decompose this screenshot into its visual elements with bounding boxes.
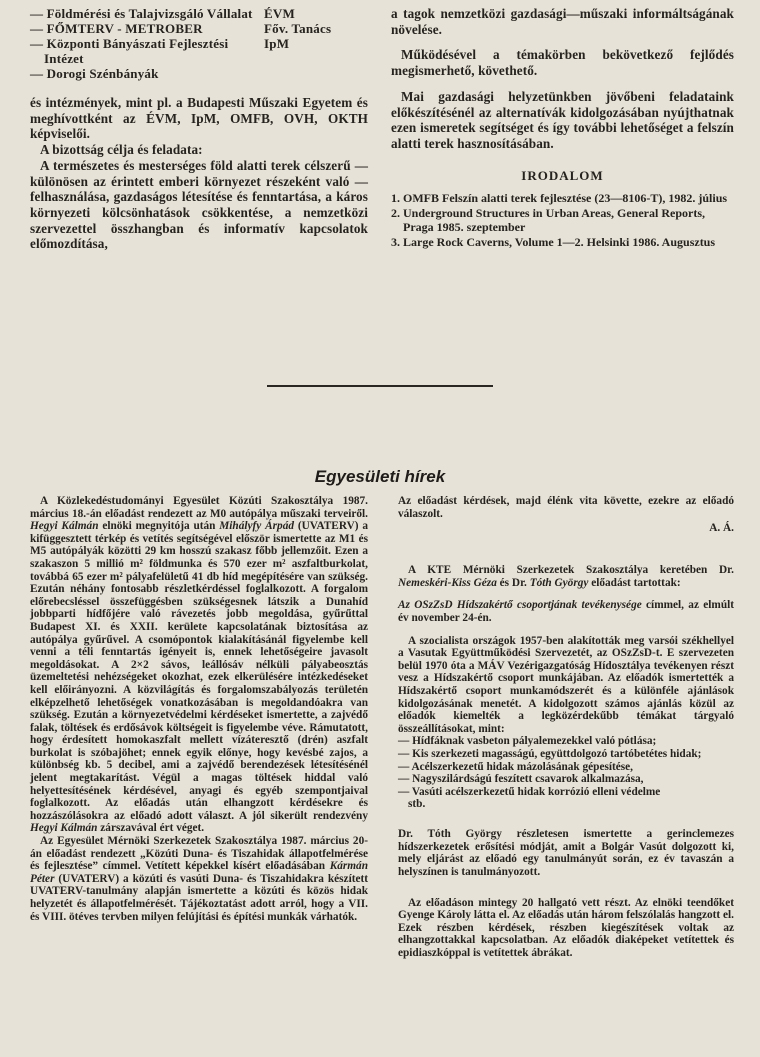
text-run: elnöki megnyitója után: [102, 520, 216, 533]
paragraph: Az előadást kérdések, majd élénk vita követte, ezekre az előadó válaszolt.: [398, 495, 734, 520]
text-run: és Dr.: [499, 576, 527, 589]
reference-item: 2. Underground Structures in Urban Areas, General Reports, Praga 1985. szeptember: [391, 206, 706, 234]
references-heading: IRODALOM: [521, 167, 604, 183]
list-item: — Hídfáknak vasbeton pályalemezekkel való pótlása;: [398, 735, 657, 748]
text-run: előadást tartottak:: [591, 576, 681, 589]
paragraph: Működésével a témakörben bekövetkező fejlődés megismerhető, követhető.: [391, 47, 734, 79]
paragraph: [30, 835, 368, 923]
text-run: A KTE Mérnöki Szerkezetek Szakosztálya keretében Dr.: [408, 564, 734, 577]
org-name: — Dorogi Szénbányák: [30, 66, 159, 81]
person-name: Tóth György: [529, 576, 589, 589]
list-item: — Acélszerkezetű hidak mázolásának gépesítése,: [398, 760, 634, 773]
text-run: zárszavával ért véget.: [100, 822, 205, 835]
paragraph: Dr. Tóth György részletesen ismertette a gerinclemezes hídszerkezetek erősítési módját, amit a Bolgár Vasút dolgozott ki, mely eljárást az előadó egy tanulmányút során, ez év tavaszán a helyszínen is tanulmányozott.: [398, 828, 734, 879]
org-abbr: ÉVM: [264, 6, 295, 21]
text-run: címmel, az elmúlt év november 24-én.: [398, 599, 734, 624]
org-name: — Földmérési és Talajvizsgáló Vállalat: [30, 6, 253, 21]
reference-item: 3. Large Rock Caverns, Volume 1—2. Helsinki 1986. Augusztus: [391, 235, 716, 250]
paragraph: [398, 564, 734, 589]
bottom-left-column: [30, 495, 368, 923]
person-name: Nemeskéri-Kiss Géza: [398, 576, 497, 589]
person-name: Hegyi Kálmán: [30, 822, 98, 835]
list-item: [30, 21, 368, 36]
references-list: [391, 192, 734, 250]
org-name: — FŐMTERV - METROBER: [30, 21, 203, 36]
text-run: (UVATERV) a közúti és vasúti Duna- és Tiszahidakra készített UVATERV-tanulmány alapján ismertette a közúti és közös hidak helyzetét és állapotfelmérését. Tájékoztatást adott arról, hogy a VII. és VIII. ötéves tervben milyen felújítási és építési munkák várhatók.: [30, 872, 369, 923]
reference-item: 1. OMFB Felszín alatti terek fejlesztése (23—8106-T), 1982. július: [391, 190, 728, 205]
list-item: — Vasúti acélszerkezetű hidak korrózió elleni védelme: [398, 785, 661, 798]
top-left-column: [30, 6, 368, 252]
paragraph: Mai gazdasági helyzetünkben jövőbeni feladataink előkészítésénél az alternatívák kidolgozásában nyújthatnak ezen ismeretek segítséget és így további lehetőséget a felszín alatti terek hasznosításában.: [391, 88, 734, 151]
paragraph: és intézmények, mint pl. a Budapesti Műszaki Egyetem és meghívottként az ÉVM, IpM, OMFB, OVH, OKTH képviselői.: [30, 95, 368, 142]
top-right-column: [391, 6, 734, 252]
org-name: — Központi Bányászati Fejlesztési Intézet: [30, 36, 229, 66]
bottom-right-column: [398, 495, 734, 960]
list-item: [30, 66, 368, 81]
list-item: [30, 6, 368, 21]
paragraph: a tagok nemzetközi gazdasági—műszaki informáltságának növelése.: [391, 6, 734, 37]
person-name: Kármán Péter: [30, 860, 368, 885]
org-abbr: Főv. Tanács: [264, 21, 332, 36]
text-run: A Közlekedéstudományi Egyesület Közúti Szakosztálya 1987. március 18.-án előadást rendezett az M0 autópálya műszaki terveiről.: [30, 495, 368, 520]
paragraph: A szocialista országok 1957-ben alakították meg varsói székhellyel a Vasutak Együttműködési Szervezetét, az OSzZsD-t. E szervezeten belül 1970 óta a MÁV Vezérigazgatóság Hídosztálya tevékenyen részt vesz a Hídszakértő csoport munkájában. Az előadók ismertették a Hídszakértő csoport munkamódszerét és a különféle ajánlások kidolgozásának menetét. A kidolgozott számos ajánlás közül az előadók kiemelték a legközérdekűbb témákat tárgyaló összeállításokat, mint:: [398, 634, 734, 735]
lecture-title: Az OSzZsD Hídszakértő csoportjának tevékenysége: [398, 599, 642, 612]
org-abbr: [264, 66, 368, 81]
paragraph: [30, 495, 368, 835]
person-name: Hegyi Kálmán: [30, 520, 99, 533]
list-item: [30, 36, 368, 66]
org-abbr: IpM: [264, 36, 290, 51]
paragraph: A bizottság célja és feladata:: [40, 142, 203, 158]
section-title: Egyesületi hírek: [314, 467, 446, 486]
signature: A. Á.: [709, 522, 734, 535]
paragraph: Az előadáson mintegy 20 hallgató vett részt. Az elnöki teendőket Gyenge Károly látta el. Az előadás után három felszólalás hangzott el. Ezek részben kérdések, részben kiegészítések voltak az elhangzottakkal kapcsolatban. Az előadók diaképeket vetítettek és epidiaszkóppal is vetítettek ábrákat.: [398, 896, 734, 960]
text-run: (UVATERV) a kifüggesztett térkép és vetítés segítségével először ismertette az M1 és M5 autópályák közötti 29 km hosszú szakasz főbb jellemzőit. Ezen a szakaszon 5 millió m² földmunka és 570 ezer m² aszfaltburkolat, továbbá 65 ezer m² pályafelületű 41 db híd megépítésére van szükség. Ezután néhány fontosabb részletkérdéssel foglalkozott. A forgalom előrebecsléssel összefüggésben szükségesnek látszik a Dunahíd jobbparti hídfőjére való rávezetés jobb megoldása, gyűrűttal Budapest XI. és XXII. kerülete kapcsolatának biztosítása az autópálya gyűrűvel. A csomópontok kialakításánál figyelembe kell venni a téli fenntartás igényeit is, ennek lehetőségeire javasolt megoldásokat. A 2×2 sávos, leállósáv nélküli pályabeosztás üzemeltetési nehézségeket okozhat, ezek elkerülésére intézkedéseket kell előirányozni. A közvilágítás és forgalomszabályozás területén elképzelhető lehetőségek vonatkozásában is megoldandóakra van szükség. Ezután a környezetvédelmi kérdéseket ismertette, a zajvédő falak, töltések és erdősávok költségeit is figyelembe véve. Rámutatott, hogy érdesített homokaszfalt mellett vízáteresztő (drén) aszfalt burkolat is szóbajöhet; ennek egyik előnye, hogy kevésbé zajos, a különbség kb. 5 decibel, ami a zajvédő berendezések létesítésénél jelent megtakarítást. Végül a magas töltések hiddal való helyettesítésének kérdésével, anyagi és egyéb szempontjaival foglalkozott. Az előadás után elhangzott kérdésekre és hozzászólásokra az előadó adott választ. A jól sikerült rendezvény: [30, 520, 368, 822]
text-run: Az Egyesület Mérnöki Szerkezetek Szakosztálya 1987. március 20-án előadást rendezett „Közúti Duna- és Tiszahidak állapotfelmérése és fejlesztése” címmel. Vetített képekkel kísért előadásában: [30, 835, 368, 873]
topics-list: [398, 735, 734, 798]
divider-rule: [267, 385, 493, 387]
list-item: — Nagyszilárdságú feszített csavarok alkalmazása,: [398, 773, 644, 786]
paragraph: [398, 599, 734, 624]
person-name: Mihályfy Árpád: [219, 520, 294, 533]
paragraph: A természetes és mesterséges föld alatti terek célszerű — különösen az érintett emberi környezet részeként való — felhasználása, gazdaságos létesítése és fenntartása, a káros környezeti kölcsönhatások csökkentése, a nemzetközi szervezettel összhangban és informatív kapcsolatok előmozdítása,: [30, 157, 368, 252]
list-item: — Kis szerkezeti magasságú, együttdolgozó tartóbetétes hidak;: [398, 747, 702, 760]
organization-list: [30, 6, 368, 81]
list-continuation: stb.: [408, 798, 426, 811]
